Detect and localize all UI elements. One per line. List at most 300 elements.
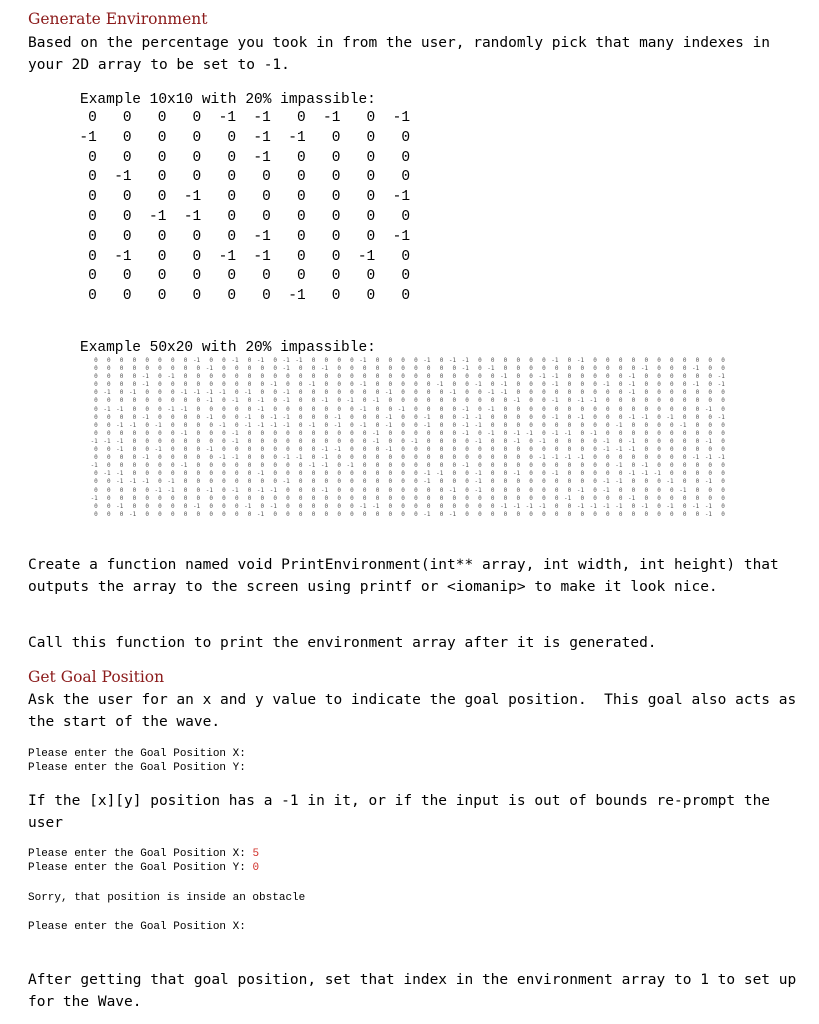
tiny-grid-cell: 0 <box>478 510 482 518</box>
tiny-grid-cell: 0 <box>721 470 725 478</box>
tiny-grid-cell: 0 <box>247 446 252 454</box>
tiny-grid-cell: 0 <box>273 397 277 405</box>
tiny-grid-cell: 0 <box>682 478 687 486</box>
tiny-grid-cell: 0 <box>618 413 623 421</box>
tiny-grid-cell: -1 <box>167 486 175 494</box>
tiny-grid-cell: 0 <box>516 454 521 462</box>
tiny-grid-cell: 0 <box>503 462 508 470</box>
tiny-grid-cell: -1 <box>551 381 559 389</box>
tiny-grid-cell: 0 <box>439 454 444 462</box>
tiny-grid-cell: 0 <box>350 357 354 364</box>
tiny-grid-cell: 0 <box>426 373 431 381</box>
tiny-grid-cell: 0 <box>286 470 290 478</box>
tiny-grid-cell: 0 <box>298 502 303 510</box>
tiny-grid-cell: 0 <box>209 357 213 364</box>
tiny-grid-cell: 0 <box>593 462 597 470</box>
tiny-grid-row <box>85 503 725 511</box>
tiny-grid-cell: 0 <box>452 381 457 389</box>
tiny-grid-cell: 0 <box>670 446 674 454</box>
tiny-grid-cell: 0 <box>401 454 405 462</box>
tiny-grid-cell: -1 <box>320 446 329 454</box>
tiny-grid-cell: 0 <box>414 494 418 502</box>
tiny-grid-cell: -1 <box>256 486 265 494</box>
tiny-grid-cell: 0 <box>439 357 444 364</box>
tiny-grid-cell: 0 <box>145 486 149 494</box>
tiny-grid-cell: 0 <box>94 397 98 405</box>
tiny-grid-row <box>85 430 725 438</box>
tiny-grid-cell: 0 <box>375 510 380 518</box>
tiny-grid-cell: -1 <box>692 454 700 462</box>
tiny-grid-cell: -1 <box>525 429 533 437</box>
tiny-grid-cell: 0 <box>657 381 661 389</box>
tiny-grid-cell: -1 <box>474 437 482 445</box>
tiny-grid-cell: 0 <box>350 413 354 421</box>
tiny-grid-cell: -1 <box>551 429 559 437</box>
tiny-grid-cell: 0 <box>119 357 124 364</box>
tiny-grid-cell: 0 <box>542 478 546 486</box>
tiny-grid-cell: 0 <box>465 381 469 389</box>
tiny-grid-cell: 0 <box>490 470 495 478</box>
tiny-grid-cell: -1 <box>384 389 393 397</box>
tiny-grid-cell: 0 <box>606 429 610 437</box>
tiny-grid-cell: 0 <box>209 510 213 518</box>
tiny-grid-cell: -1 <box>218 454 226 462</box>
set-goal-instruction: After getting that goal position, set that index in the environment array to 1 to set up for the Wave. <box>28 972 805 1010</box>
tiny-grid-cell: 0 <box>414 510 418 518</box>
tiny-grid-cell: 0 <box>375 365 380 373</box>
tiny-grid-cell: 0 <box>465 510 469 518</box>
reprompt-instruction: If the [x][y] position has a -1 in it, or if the input is out of bounds re-prompt the user <box>28 793 779 831</box>
tiny-grid-cell: 0 <box>362 373 367 381</box>
tiny-grid-cell: 0 <box>311 413 316 421</box>
tiny-grid-cell: -1 <box>704 405 713 413</box>
tiny-grid-cell: 0 <box>708 421 713 429</box>
tiny-grid-cell: 0 <box>170 413 175 421</box>
tiny-grid-cell: 0 <box>273 462 277 470</box>
tiny-grid-cell: -1 <box>717 454 725 462</box>
tiny-grid-cell: 0 <box>401 389 405 397</box>
tiny-grid-cell: 0 <box>350 421 354 429</box>
tiny-grid-cell: 0 <box>260 494 265 502</box>
tiny-grid-cell: 0 <box>311 405 316 413</box>
tiny-grid-cell: 0 <box>580 381 585 389</box>
tiny-grid-cell: -1 <box>576 357 585 364</box>
tiny-grid-cell: 0 <box>209 381 213 389</box>
example-50x20-title: Example 50x20 with 20% impassible: <box>80 340 376 356</box>
tiny-grid-cell: 0 <box>106 421 111 429</box>
tiny-grid-cell: 0 <box>657 389 661 397</box>
tiny-grid-cell: 0 <box>209 373 213 381</box>
tiny-grid-cell: 0 <box>234 478 239 486</box>
tiny-grid-cell: 0 <box>618 373 623 381</box>
tiny-grid-cell: -1 <box>589 397 597 405</box>
tiny-grid-cell: 0 <box>708 357 713 364</box>
tiny-grid-cell: 0 <box>644 454 649 462</box>
tiny-grid-cell: 0 <box>145 510 149 518</box>
tiny-grid-cell: -1 <box>346 462 354 470</box>
tiny-grid-cell: 0 <box>465 373 469 381</box>
tiny-grid-cell: 0 <box>196 397 201 405</box>
tiny-grid-cell: 0 <box>298 413 303 421</box>
tiny-grid-cell: -1 <box>474 421 482 429</box>
tiny-grid-cell: 0 <box>106 454 111 462</box>
tiny-grid-cell: -1 <box>320 462 329 470</box>
tiny-grid-cell: 0 <box>414 373 418 381</box>
tiny-grid-cell: 0 <box>516 494 521 502</box>
tiny-grid-cell: 0 <box>529 494 533 502</box>
tiny-grid-cell: -1 <box>551 470 559 478</box>
tiny-grid-cell: -1 <box>692 365 700 373</box>
tiny-grid-cell: 0 <box>490 373 495 381</box>
tiny-grid-cell: 0 <box>337 429 341 437</box>
tiny-grid-cell: 0 <box>695 494 700 502</box>
tiny-grid-cell: -1 <box>487 429 495 437</box>
tiny-grid-cell: -1 <box>167 373 175 381</box>
tiny-grid-cell: 0 <box>132 373 137 381</box>
tiny-grid-cell: 0 <box>234 413 239 421</box>
tiny-grid-cell: 0 <box>529 381 533 389</box>
tiny-grid-cell: -1 <box>474 381 482 389</box>
tiny-grid-cell: 0 <box>414 429 418 437</box>
tiny-grid-cell: 0 <box>503 429 508 437</box>
tiny-grid-cell: 0 <box>324 413 329 421</box>
tiny-grid-cell: 0 <box>222 486 226 494</box>
tiny-grid-cell: -1 <box>359 357 367 364</box>
tiny-grid-cell: 0 <box>670 381 674 389</box>
tiny-grid-cell: 0 <box>375 462 380 470</box>
tiny-grid-cell: -1 <box>180 462 188 470</box>
tiny-grid-cell: 0 <box>670 429 674 437</box>
tiny-grid-cell: -1 <box>282 397 290 405</box>
tiny-grid-cell: -1 <box>436 381 444 389</box>
tiny-grid-cell: 0 <box>196 381 201 389</box>
tiny-grid-cell: 0 <box>721 437 725 445</box>
tiny-grid-cell: 0 <box>132 429 137 437</box>
tiny-grid-cell: 0 <box>452 437 457 445</box>
tiny-grid-cell: 0 <box>503 470 508 478</box>
tiny-grid-cell: 0 <box>721 365 725 373</box>
tiny-grid-cell: 0 <box>183 494 188 502</box>
tiny-grid-cell: -1 <box>359 502 367 510</box>
tiny-grid-cell: -1 <box>512 429 521 437</box>
tiny-grid-cell: -1 <box>128 478 137 486</box>
tiny-grid-cell: 0 <box>298 405 303 413</box>
tiny-grid-cell: -1 <box>551 413 559 421</box>
tiny-grid-cell: -1 <box>500 389 508 397</box>
tiny-grid-cell: 0 <box>414 397 418 405</box>
tiny-grid-cell: 0 <box>529 365 533 373</box>
tiny-grid-cell: 0 <box>350 510 354 518</box>
tiny-grid-cell: 0 <box>682 389 687 397</box>
tiny-grid-cell: 0 <box>222 429 226 437</box>
tiny-grid-cell: 0 <box>682 502 687 510</box>
tiny-grid-cell: 0 <box>452 446 457 454</box>
tiny-grid-row <box>85 470 725 478</box>
tiny-grid-cell: 0 <box>593 486 597 494</box>
tiny-grid-cell: -1 <box>640 413 649 421</box>
tiny-grid-cell: 0 <box>542 486 546 494</box>
tiny-grid-cell: -1 <box>205 446 213 454</box>
tiny-grid-cell: 0 <box>426 381 431 389</box>
tiny-grid-cell: 0 <box>529 405 533 413</box>
tiny-grid-cell: 0 <box>350 454 354 462</box>
tiny-grid-cell: 0 <box>657 486 661 494</box>
tiny-grid-cell: 0 <box>298 510 303 518</box>
tiny-grid-cell: 0 <box>682 397 687 405</box>
tiny-grid-cell: -1 <box>589 429 597 437</box>
tiny-grid-cell: -1 <box>653 470 661 478</box>
tiny-grid-cell: 0 <box>529 437 533 445</box>
tiny-grid-cell: 0 <box>234 381 239 389</box>
tiny-grid-cell: 0 <box>721 478 725 486</box>
tiny-grid-cell: -1 <box>423 413 431 421</box>
tiny-grid-cell: 0 <box>426 389 431 397</box>
prompt-goal-x-with-value <box>28 847 259 862</box>
tiny-grid-cell: 0 <box>132 462 137 470</box>
tiny-grid-cell: -1 <box>423 357 431 364</box>
tiny-grid-row <box>85 438 725 446</box>
tiny-grid-cell: 0 <box>567 365 572 373</box>
tiny-grid-cell: 0 <box>708 413 713 421</box>
tiny-grid-cell: 0 <box>106 462 111 470</box>
tiny-grid-cell: 0 <box>478 373 482 381</box>
tiny-grid-cell: 0 <box>721 405 725 413</box>
tiny-grid-cell: 0 <box>721 389 725 397</box>
tiny-grid-cell: -1 <box>615 446 623 454</box>
tiny-grid-row <box>85 406 725 414</box>
tiny-grid-cell: 0 <box>362 389 367 397</box>
tiny-grid-cell: 0 <box>401 381 405 389</box>
tiny-grid-cell: 0 <box>503 478 508 486</box>
tiny-grid-cell: 0 <box>337 470 341 478</box>
tiny-grid-cell: 0 <box>618 437 623 445</box>
tiny-grid-cell: 0 <box>158 413 162 421</box>
tiny-grid-cell: 0 <box>593 470 597 478</box>
tiny-grid-row <box>85 397 725 405</box>
tiny-grid-cell: 0 <box>618 389 623 397</box>
tiny-grid-cell: 0 <box>657 502 661 510</box>
tiny-grid-cell: 0 <box>631 357 636 364</box>
tiny-grid-row <box>85 389 725 397</box>
tiny-grid-cell: 0 <box>452 397 457 405</box>
tiny-grid-cell: 0 <box>247 397 252 405</box>
tiny-grid-cell: 0 <box>657 478 661 486</box>
tiny-grid-cell: -1 <box>103 405 111 413</box>
tiny-grid-cell: 0 <box>670 462 674 470</box>
tiny-grid-cell: 0 <box>708 397 713 405</box>
tiny-grid-cell: 0 <box>298 397 303 405</box>
tiny-grid-cell: 0 <box>439 413 444 421</box>
tiny-grid-cell: 0 <box>670 397 674 405</box>
tiny-grid-cell: 0 <box>119 486 124 494</box>
tiny-grid-cell: -1 <box>269 413 277 421</box>
tiny-grid-cell: 0 <box>644 357 649 364</box>
tiny-grid-cell: 0 <box>132 494 137 502</box>
tiny-grid-cell: 0 <box>606 405 610 413</box>
tiny-grid-cell: 0 <box>298 462 303 470</box>
tiny-grid-cell: -1 <box>231 429 239 437</box>
tiny-grid-cell: 0 <box>529 486 533 494</box>
tiny-grid-cell: -1 <box>231 397 239 405</box>
tiny-grid-cell: 0 <box>132 413 137 421</box>
tiny-grid-cell: 0 <box>516 462 521 470</box>
tiny-grid-cell: 0 <box>452 405 457 413</box>
tiny-grid-cell: 0 <box>196 421 201 429</box>
tiny-grid-cell: 0 <box>670 365 674 373</box>
tiny-grid-cell: 0 <box>567 413 572 421</box>
tiny-grid-cell: 0 <box>554 462 559 470</box>
example-10x10-grid <box>62 109 410 307</box>
tiny-grid-cell: 0 <box>362 437 367 445</box>
tiny-grid-cell: 0 <box>593 421 597 429</box>
tiny-grid-cell: -1 <box>282 421 290 429</box>
tiny-grid-cell: -1 <box>538 454 546 462</box>
tiny-grid-cell: 0 <box>695 389 700 397</box>
tiny-grid-cell: 0 <box>324 389 329 397</box>
tiny-grid-cell: -1 <box>359 381 367 389</box>
tiny-grid-cell: 0 <box>132 486 137 494</box>
grid-row: 0 0 0 0 0 0 -1 0 0 0 <box>62 288 411 305</box>
tiny-grid-cell: 0 <box>119 510 124 518</box>
tiny-grid-cell: 0 <box>311 486 316 494</box>
tiny-grid-cell: 0 <box>452 373 457 381</box>
tiny-grid-cell: -1 <box>602 486 610 494</box>
tiny-grid-cell: -1 <box>103 437 111 445</box>
tiny-grid-cell: 0 <box>388 405 393 413</box>
tiny-grid-cell: 0 <box>183 454 188 462</box>
tiny-grid-cell: 0 <box>657 397 661 405</box>
tiny-grid-cell: 0 <box>145 389 149 397</box>
tiny-grid-cell: 0 <box>170 421 175 429</box>
tiny-grid-row <box>85 381 725 389</box>
tiny-grid-cell: 0 <box>401 510 405 518</box>
tiny-grid-cell: 0 <box>170 437 175 445</box>
tiny-grid-cell: 0 <box>209 405 213 413</box>
tiny-grid-cell: -1 <box>141 373 149 381</box>
tiny-grid-cell: 0 <box>337 494 341 502</box>
tiny-grid-cell: -1 <box>320 454 329 462</box>
tiny-grid-cell: 0 <box>682 405 687 413</box>
tiny-grid-cell: 0 <box>503 454 508 462</box>
tiny-grid-cell: 0 <box>324 437 329 445</box>
tiny-grid-cell: 0 <box>286 429 290 437</box>
tiny-grid-cell: 0 <box>567 486 572 494</box>
tiny-grid-cell: -1 <box>423 470 431 478</box>
grid-row: 0 0 0 0 -1 -1 0 -1 0 -1 <box>62 110 411 126</box>
tiny-grid-cell: 0 <box>286 462 290 470</box>
tiny-grid-cell: 0 <box>708 446 713 454</box>
tiny-grid-cell: 0 <box>414 470 418 478</box>
tiny-grid-cell: 0 <box>631 365 636 373</box>
tiny-grid-cell: 0 <box>695 413 700 421</box>
tiny-grid-cell: 0 <box>350 389 354 397</box>
tiny-grid-cell: 0 <box>145 437 149 445</box>
tiny-grid-cell: 0 <box>439 397 444 405</box>
tiny-grid-cell: 0 <box>631 429 636 437</box>
tiny-grid-cell: -1 <box>308 462 316 470</box>
tiny-grid-cell: 0 <box>606 413 610 421</box>
tiny-grid-cell: 0 <box>337 510 341 518</box>
tiny-grid-cell: 0 <box>286 437 290 445</box>
tiny-grid-cell: 0 <box>644 510 649 518</box>
tiny-grid-cell: 0 <box>94 381 98 389</box>
tiny-grid-cell: 0 <box>580 365 585 373</box>
tiny-grid-cell: 0 <box>337 389 341 397</box>
tiny-grid-cell: 0 <box>260 389 265 397</box>
tiny-grid-cell: 0 <box>542 389 546 397</box>
tiny-grid-cell: 0 <box>529 357 533 364</box>
tiny-grid-cell: -1 <box>116 437 124 445</box>
tiny-grid-cell: 0 <box>234 373 239 381</box>
tiny-grid-cell: -1 <box>448 357 457 364</box>
tiny-grid-cell: 0 <box>503 413 508 421</box>
tiny-grid-cell: 0 <box>721 494 725 502</box>
tiny-grid-cell: 0 <box>682 462 687 470</box>
tiny-grid-row <box>85 365 725 373</box>
tiny-grid-cell: 0 <box>350 381 354 389</box>
tiny-grid-cell: 0 <box>247 357 252 364</box>
tiny-grid-cell: 0 <box>273 389 277 397</box>
tiny-grid-cell: -1 <box>384 446 393 454</box>
tiny-grid-cell: 0 <box>657 405 661 413</box>
tiny-grid-cell: 0 <box>311 373 316 381</box>
obstacle-error-message: Sorry, that position is inside an obstacle <box>28 892 306 904</box>
tiny-grid-cell: 0 <box>209 429 213 437</box>
tiny-grid-cell: 0 <box>465 446 469 454</box>
tiny-grid-cell: 0 <box>145 421 149 429</box>
tiny-grid-cell: 0 <box>260 381 265 389</box>
tiny-grid-cell: 0 <box>426 454 431 462</box>
tiny-grid-cell: 0 <box>183 510 188 518</box>
tiny-grid-cell: 0 <box>708 470 713 478</box>
tiny-grid-cell: 0 <box>222 397 226 405</box>
tiny-grid-cell: 0 <box>337 454 341 462</box>
tiny-grid-cell: -1 <box>448 510 457 518</box>
tiny-grid-cell: 0 <box>234 462 239 470</box>
tiny-grid-cell: -1 <box>128 389 137 397</box>
tiny-grid-cell: 0 <box>337 478 341 486</box>
tiny-grid-cell: 0 <box>401 478 405 486</box>
tiny-grid-cell: -1 <box>602 446 610 454</box>
tiny-grid-cell: 0 <box>567 405 572 413</box>
tiny-grid-row <box>85 478 725 486</box>
tiny-grid-cell: 0 <box>234 470 239 478</box>
tiny-grid-cell: 0 <box>529 470 533 478</box>
tiny-grid-cell: 0 <box>362 413 367 421</box>
tiny-grid-cell: 0 <box>273 454 277 462</box>
tiny-grid-cell: 0 <box>414 446 418 454</box>
tiny-grid-cell: 0 <box>426 486 431 494</box>
tiny-grid-cell: 0 <box>311 510 316 518</box>
tiny-grid-cell: 0 <box>452 470 457 478</box>
tiny-grid-cell: -1 <box>551 397 559 405</box>
tiny-grid-cell: 0 <box>209 478 213 486</box>
tiny-grid-cell: 0 <box>439 510 444 518</box>
tiny-grid-cell: 0 <box>158 389 162 397</box>
tiny-grid-cell: 0 <box>145 429 149 437</box>
tiny-grid-cell: -1 <box>141 454 149 462</box>
tiny-grid-cell: 0 <box>593 478 597 486</box>
tiny-grid-cell: 0 <box>465 397 469 405</box>
tiny-grid-cell: -1 <box>116 502 124 510</box>
tiny-grid-cell: 0 <box>158 462 162 470</box>
tiny-grid-cell: 0 <box>311 437 316 445</box>
tiny-grid-cell: 0 <box>273 373 277 381</box>
tiny-grid-cell: 0 <box>273 357 277 364</box>
tiny-grid-cell: -1 <box>231 486 239 494</box>
tiny-grid-cell: -1 <box>128 510 137 518</box>
tiny-grid-cell: 0 <box>132 470 137 478</box>
